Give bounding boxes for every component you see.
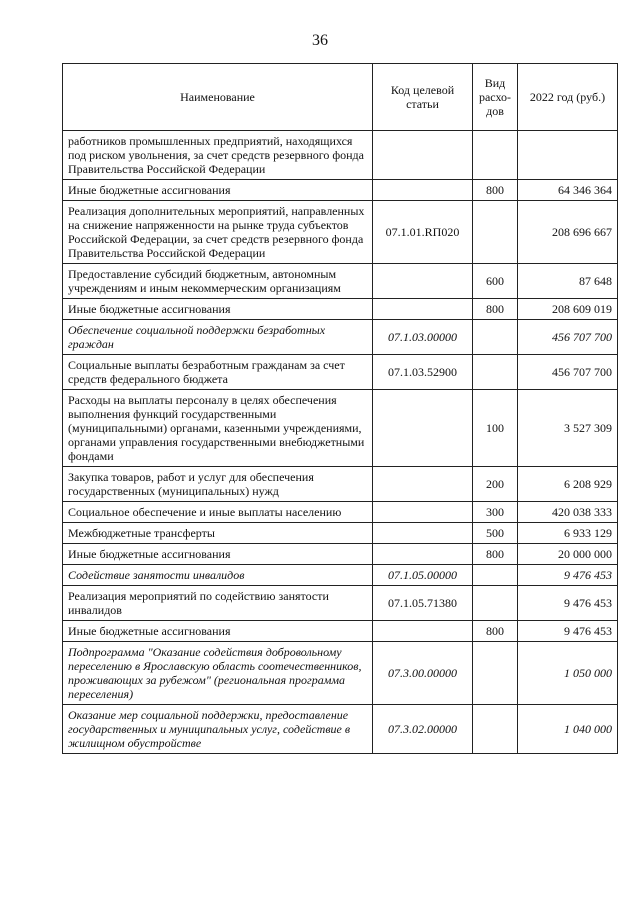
row-kind: [473, 320, 518, 355]
row-name: Межбюджетные трансферты: [63, 523, 373, 544]
row-kind: 800: [473, 180, 518, 201]
row-sum: 420 038 333: [518, 502, 618, 523]
row-code: [373, 621, 473, 642]
table-row: [63, 523, 618, 544]
row-kind: 200: [473, 467, 518, 502]
table-row: [63, 131, 618, 180]
row-name: Реализация дополнительных мероприятий, направленных на снижение напряженности на рынке труда субъектов Российской Федерации, за счет средств резервного фонда Правительства Российской Федерации: [63, 201, 373, 264]
row-sum: 208 609 019: [518, 299, 618, 320]
row-name: Социальные выплаты безработным гражданам за счет средств федерального бюджета: [63, 355, 373, 390]
row-code: [373, 467, 473, 502]
row-code: [373, 390, 473, 467]
row-code: [373, 544, 473, 565]
table-row: [63, 390, 618, 467]
row-kind: 800: [473, 621, 518, 642]
row-kind: [473, 705, 518, 754]
table-row: [63, 201, 618, 264]
table-row: [63, 180, 618, 201]
page-number: 36: [312, 32, 328, 49]
row-code: 07.3.00.00000: [373, 642, 473, 705]
table-row: [63, 320, 618, 355]
row-name: Оказание мер социальной поддержки, предоставление государственных и муниципальных услуг, содействие в жилищном обустройстве: [63, 705, 373, 754]
row-name: Иные бюджетные ассигнования: [63, 180, 373, 201]
header-name: Наименование: [63, 64, 373, 131]
row-code: 07.1.03.52900: [373, 355, 473, 390]
row-name: Реализация мероприятий по содействию занятости инвалидов: [63, 586, 373, 621]
table-row: [63, 705, 618, 754]
row-name: Содействие занятости инвалидов: [63, 565, 373, 586]
row-name: Расходы на выплаты персоналу в целях обеспечения выполнения функций государственными (муниципальными) органами, казенными учреждениями, органами управления государственными внебюджетными фондами: [63, 390, 373, 467]
header-code: Код целевой статьи: [373, 64, 473, 131]
row-code: 07.1.01.RП020: [373, 201, 473, 264]
row-sum: 1 040 000: [518, 705, 618, 754]
row-code: [373, 523, 473, 544]
row-name: работников промышленных предприятий, находящихся под риском увольнения, за счет средств резервного фонда Правительства Российской Федерации: [63, 131, 373, 180]
row-sum: 6 933 129: [518, 523, 618, 544]
table-row: [63, 264, 618, 299]
row-sum: 456 707 700: [518, 320, 618, 355]
row-code: 07.1.05.00000: [373, 565, 473, 586]
row-sum: 6 208 929: [518, 467, 618, 502]
row-code: [373, 299, 473, 320]
row-kind: 800: [473, 544, 518, 565]
row-code: [373, 264, 473, 299]
row-kind: 100: [473, 390, 518, 467]
row-name: Предоставление субсидий бюджетным, автономным учреждениям и иным некоммерческим организациям: [63, 264, 373, 299]
row-sum: 9 476 453: [518, 586, 618, 621]
row-sum: [518, 131, 618, 180]
row-kind: 500: [473, 523, 518, 544]
table-row: [63, 565, 618, 586]
budget-table: [62, 63, 618, 754]
row-code: 07.3.02.00000: [373, 705, 473, 754]
table-row: [63, 299, 618, 320]
table-row: [63, 467, 618, 502]
table-row: [63, 502, 618, 523]
row-name: Социальное обеспечение и иные выплаты населению: [63, 502, 373, 523]
row-sum: 20 000 000: [518, 544, 618, 565]
row-sum: 3 527 309: [518, 390, 618, 467]
row-sum: 1 050 000: [518, 642, 618, 705]
table-body: [63, 131, 618, 754]
row-kind: [473, 586, 518, 621]
row-name: Иные бюджетные ассигнования: [63, 299, 373, 320]
row-code: 07.1.03.00000: [373, 320, 473, 355]
row-sum: 9 476 453: [518, 565, 618, 586]
row-sum: 64 346 364: [518, 180, 618, 201]
row-name: Закупка товаров, работ и услуг для обеспечения государственных (муниципальных) нужд: [63, 467, 373, 502]
row-code: 07.1.05.71380: [373, 586, 473, 621]
table-row: [63, 355, 618, 390]
row-sum: 87 648: [518, 264, 618, 299]
row-code: [373, 131, 473, 180]
table-row: [63, 586, 618, 621]
table-row: [63, 642, 618, 705]
header-sum: 2022 год (руб.): [518, 64, 618, 131]
row-name: Обеспечение социальной поддержки безработных граждан: [63, 320, 373, 355]
row-kind: 300: [473, 502, 518, 523]
row-sum: 9 476 453: [518, 621, 618, 642]
table-header-row: [63, 64, 618, 131]
row-kind: 600: [473, 264, 518, 299]
row-code: [373, 502, 473, 523]
row-name: Иные бюджетные ассигнования: [63, 544, 373, 565]
row-kind: [473, 201, 518, 264]
header-kind: Вид расхо-дов: [473, 64, 518, 131]
row-kind: [473, 565, 518, 586]
row-sum: 456 707 700: [518, 355, 618, 390]
table-row: [63, 544, 618, 565]
row-name: Подпрограмма "Оказание содействия добровольному переселению в Ярославскую область соотечественников, проживающих за рубежом" (региональная программа переселения): [63, 642, 373, 705]
row-kind: 800: [473, 299, 518, 320]
row-name: Иные бюджетные ассигнования: [63, 621, 373, 642]
row-sum: 208 696 667: [518, 201, 618, 264]
row-kind: [473, 355, 518, 390]
row-code: [373, 180, 473, 201]
row-kind: [473, 131, 518, 180]
row-kind: [473, 642, 518, 705]
table-row: [63, 621, 618, 642]
